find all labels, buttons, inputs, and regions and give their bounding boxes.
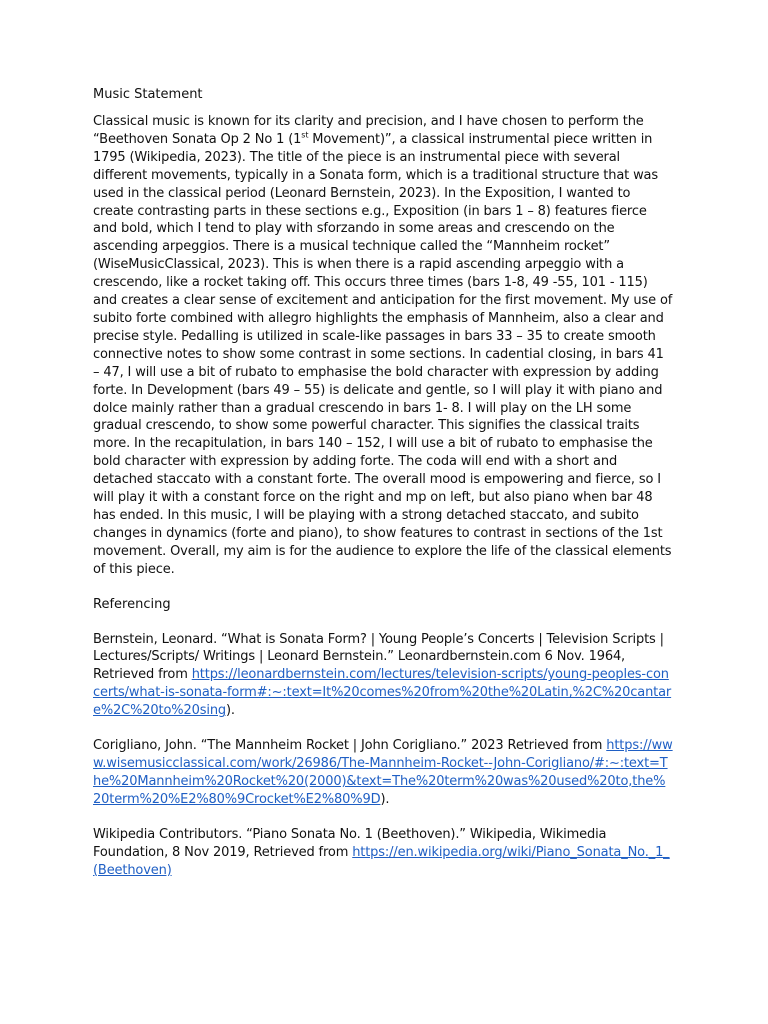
ordinal-superscript: st	[301, 130, 309, 140]
reference-link-corigliano[interactable]: https://www.wisemusicclassical.com/work/26986/The-Mannheim-Rocket--John-Corigliano/#:~:text=The%20Mannheim%20Rocket%20(2000)&text=The%20term%20was%20used%20to,the%20term%20%E2%80%9Crocket%E2%80%9D	[93, 738, 673, 807]
reference-link-wikipedia[interactable]: https://en.wikipedia.org/wiki/Piano_Sonata_No._1_(Beethoven)	[93, 844, 670, 878]
music-statement-body	[93, 113, 673, 579]
page-title: Music Statement	[93, 87, 203, 102]
referencing-heading: Referencing	[93, 596, 171, 612]
reference-trailing: ).	[226, 703, 235, 719]
reference-text: Corigliano, John. “The Mannheim Rocket | John Corigliano.” 2023 Retrieved from	[93, 738, 607, 754]
body-text-part-1: Classical music is known for its clarity and precision, and I have chosen to perform the “Beethoven Sonata Op 2 No 1 (1	[93, 114, 644, 147]
reference-trailing: ).	[380, 791, 390, 807]
body-text-part-2: Movement)”, a classical instrumental piece written in 1795 (Wikipedia, 2023). The title of the piece is an instrumental piece with several different movements, typically in a Sonata form, which is a traditional structure that was used in the classical period (Leonard Bernstein, 2023). In the Exposition, I wanted to create contrasting parts in these sections e.g., Exposition (in bars 1 – 8) features fierce and bold, which I tend to play with sforzando in some areas and crescendo on the ascending arpeggios. There is a musical technique called the “Mannheim rocket” (WiseMusicClassical, 2023). This is when there is a rapid ascending arpeggio with a crescendo, like a rocket taking off. This occurs three times (bars 1-8, 49 -55, 101 - 115) and creates a clear sense of excitement and anticipation for the first movement. My use of subito forte combined with allegro highlights the emphasis of Mannheim, also a clear and precise style. Pedalling is utilized in scale-like passages in bars 33 – 35 to create smooth connective notes to show some contrast in some sections. In cadential closing, in bars 41 – 47, I will use a bit of rubato to emphasise the bold character with expression by adding forte. In Development (bars 49 – 55) is delicate and gentle, so I will play it with piano and dolce mainly rather than a gradual crescendo in bars 1- 8. I will play on the LH some gradual crescendo, to show some powerful character. This signifies the classical traits more. In the recapitulation, in bars 140 – 152, I will use a bit of rubato to emphasise the bold character with expression by adding forte. The coda will end with a short and detached staccato with a constant forte. The overall mood is empowering and fierce, so I will play it with a constant force on the right and mp on left, but also piano when bar 48 has ended. In this music, I will be playing with a strong detached staccato, and subito changes in dynamics (forte and piano), to show features to contrast in sections of the 1st movement. Overall, my aim is for the audience to explore the life of the classical elements of this piece.	[93, 131, 673, 577]
reference-link-bernstein[interactable]: https://leonardbernstein.com/lectures/television-scripts/young-peoples-concerts/what-is-sonata-form#:~:text=It%20comes%20from%20the%20Latin,%2C%20cantare%2C%20to%20sing	[93, 667, 672, 719]
reference-item-corigliano	[93, 737, 673, 809]
reference-item-wikipedia	[93, 826, 673, 880]
reference-text: Wikipedia Contributors. “Piano Sonata No. 1 (Beethoven).” Wikipedia, Wikimedia Foundation, 8 Nov 2019, Retrieved from	[93, 826, 607, 860]
reference-item-bernstein	[93, 631, 673, 721]
reference-text: Bernstein, Leonard. “What is Sonata Form? | Young People’s Concerts | Television Scripts | Lectures/Scripts/ Writings | Leonard Bernstein.” Leonardbernstein.com 6 Nov. 1964, Retrieved from	[93, 631, 664, 683]
document-page	[93, 86, 673, 896]
